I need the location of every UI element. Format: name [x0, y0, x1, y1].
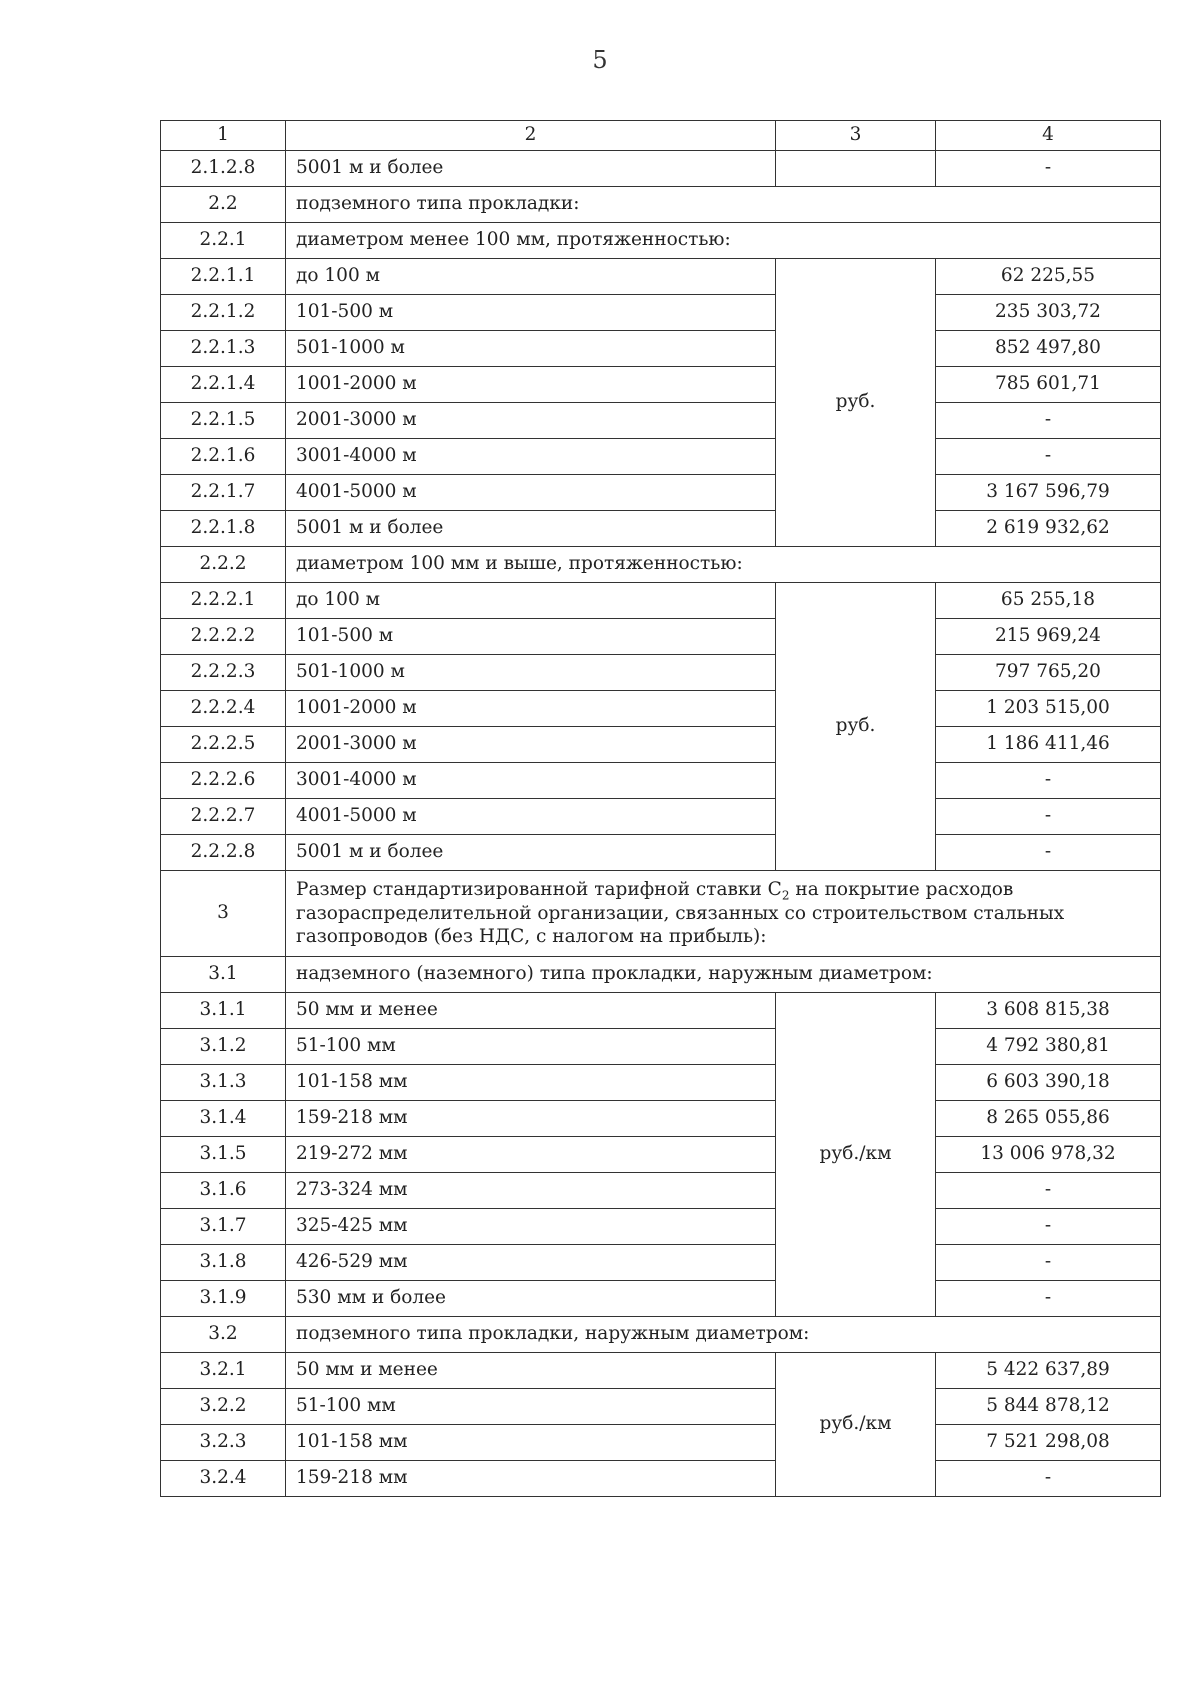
section-title: диаметром менее 100 мм, протяженностью:	[286, 223, 1161, 259]
value-cell: -	[936, 799, 1161, 835]
item-number: 2.2.2.5	[161, 727, 286, 763]
item-description: 101-500 м	[286, 619, 776, 655]
item-number: 2.2.1.2	[161, 295, 286, 331]
item-description: 273-324 мм	[286, 1173, 776, 1209]
table-row	[161, 583, 1161, 619]
table-row	[161, 295, 1161, 331]
table-row	[161, 619, 1161, 655]
value-cell: 1 186 411,46	[936, 727, 1161, 763]
table-row	[161, 1353, 1161, 1389]
value-cell: 3 608 815,38	[936, 993, 1161, 1029]
table-row	[161, 259, 1161, 295]
value-cell: 7 521 298,08	[936, 1425, 1161, 1461]
item-number: 2.2.1.3	[161, 331, 286, 367]
item-number: 2.2.2.2	[161, 619, 286, 655]
section-text: на покрытие расходов газораспределительной организации, связанных со строительством стальных газопроводов (без НДС, с налогом на прибыль):	[296, 879, 1065, 947]
value-cell: 235 303,72	[936, 295, 1161, 331]
table-row	[161, 1209, 1161, 1245]
item-description: 1001-2000 м	[286, 691, 776, 727]
table-row	[161, 1029, 1161, 1065]
section-title: подземного типа прокладки:	[286, 187, 1161, 223]
value-cell: 3 167 596,79	[936, 475, 1161, 511]
page-number: 5	[592, 46, 608, 74]
item-description: 101-158 мм	[286, 1065, 776, 1101]
table-row	[161, 1137, 1161, 1173]
item-description: 5001 м и более	[286, 835, 776, 871]
item-description: 5001 м и более	[286, 511, 776, 547]
item-description: 501-1000 м	[286, 331, 776, 367]
table-row	[161, 835, 1161, 871]
section-title: диаметром 100 мм и выше, протяженностью:	[286, 547, 1161, 583]
value-cell: -	[936, 835, 1161, 871]
table-row	[161, 691, 1161, 727]
item-description: 50 мм и менее	[286, 1353, 776, 1389]
table-row	[161, 151, 1161, 187]
item-number: 3.1.2	[161, 1029, 286, 1065]
value-cell: -	[936, 439, 1161, 475]
item-description: 325-425 мм	[286, 1209, 776, 1245]
table-row	[161, 475, 1161, 511]
item-number: 3.2.1	[161, 1353, 286, 1389]
section-row	[161, 957, 1161, 993]
item-description: 4001-5000 м	[286, 475, 776, 511]
item-number: 2.2.1.8	[161, 511, 286, 547]
item-description: 101-500 м	[286, 295, 776, 331]
item-description: 159-218 мм	[286, 1461, 776, 1497]
value-cell: -	[936, 1461, 1161, 1497]
value-cell: 13 006 978,32	[936, 1137, 1161, 1173]
value-cell: 4 792 380,81	[936, 1029, 1161, 1065]
value-cell: -	[936, 151, 1161, 187]
unit-cell: руб./км	[776, 993, 936, 1317]
item-number: 3.1	[161, 957, 286, 993]
value-cell: -	[936, 763, 1161, 799]
item-number: 3.1.8	[161, 1245, 286, 1281]
item-number: 2.2.2.3	[161, 655, 286, 691]
item-description: 159-218 мм	[286, 1101, 776, 1137]
table-row	[161, 1065, 1161, 1101]
section-row	[161, 547, 1161, 583]
item-description: 501-1000 м	[286, 655, 776, 691]
item-number: 2.2.2.4	[161, 691, 286, 727]
item-description: 1001-2000 м	[286, 367, 776, 403]
header-cell: 3	[776, 121, 936, 151]
item-number: 2.2.1.7	[161, 475, 286, 511]
header-row	[161, 121, 1161, 151]
value-cell: -	[936, 1281, 1161, 1317]
item-number: 2.2.2	[161, 547, 286, 583]
section-title: надземного (наземного) типа прокладки, наружным диаметром:	[286, 957, 1161, 993]
item-description: 3001-4000 м	[286, 439, 776, 475]
section-row	[161, 871, 1161, 957]
unit-cell	[776, 151, 936, 187]
item-number: 3.1.9	[161, 1281, 286, 1317]
value-cell: 797 765,20	[936, 655, 1161, 691]
item-number: 3.1.7	[161, 1209, 286, 1245]
item-description: до 100 м	[286, 259, 776, 295]
item-number: 2.2.1.5	[161, 403, 286, 439]
item-number: 3.2.2	[161, 1389, 286, 1425]
tariff-table	[160, 120, 1161, 1497]
section-row	[161, 1317, 1161, 1353]
table-row	[161, 439, 1161, 475]
value-cell: 215 969,24	[936, 619, 1161, 655]
value-cell: -	[936, 1173, 1161, 1209]
table-row	[161, 799, 1161, 835]
item-description: 426-529 мм	[286, 1245, 776, 1281]
item-description: 530 мм и более	[286, 1281, 776, 1317]
item-number: 2.2	[161, 187, 286, 223]
item-number: 2.2.1.1	[161, 259, 286, 295]
value-cell: 5 422 637,89	[936, 1353, 1161, 1389]
item-number: 2.2.2.8	[161, 835, 286, 871]
value-cell: 65 255,18	[936, 583, 1161, 619]
table-row	[161, 993, 1161, 1029]
item-number: 3.1.6	[161, 1173, 286, 1209]
item-number: 3.1.5	[161, 1137, 286, 1173]
unit-cell: руб./км	[776, 1353, 936, 1497]
table-row	[161, 655, 1161, 691]
value-cell: -	[936, 1209, 1161, 1245]
table-row	[161, 1389, 1161, 1425]
item-description: 50 мм и менее	[286, 993, 776, 1029]
item-number: 3.1.3	[161, 1065, 286, 1101]
unit-cell: руб.	[776, 259, 936, 547]
table-row	[161, 331, 1161, 367]
value-cell: 1 203 515,00	[936, 691, 1161, 727]
item-number: 2.2.1.4	[161, 367, 286, 403]
table-row	[161, 1173, 1161, 1209]
value-cell: 785 601,71	[936, 367, 1161, 403]
table-row	[161, 1281, 1161, 1317]
item-number: 2.2.2.1	[161, 583, 286, 619]
item-description: до 100 м	[286, 583, 776, 619]
item-description: 219-272 мм	[286, 1137, 776, 1173]
table-row	[161, 763, 1161, 799]
item-number: 2.1.2.8	[161, 151, 286, 187]
header-cell: 2	[286, 121, 776, 151]
table-row	[161, 511, 1161, 547]
value-cell: 8 265 055,86	[936, 1101, 1161, 1137]
item-number: 2.2.1	[161, 223, 286, 259]
item-number: 2.2.2.7	[161, 799, 286, 835]
item-number: 3.2	[161, 1317, 286, 1353]
item-number: 3.2.4	[161, 1461, 286, 1497]
item-number: 3.1.1	[161, 993, 286, 1029]
value-cell: 6 603 390,18	[936, 1065, 1161, 1101]
section-title: подземного типа прокладки, наружным диаметром:	[286, 1317, 1161, 1353]
item-description: 3001-4000 м	[286, 763, 776, 799]
item-number: 3.1.4	[161, 1101, 286, 1137]
item-description: 5001 м и более	[286, 151, 776, 187]
item-description: 51-100 мм	[286, 1389, 776, 1425]
item-number: 2.2.1.6	[161, 439, 286, 475]
table-row	[161, 1101, 1161, 1137]
value-cell: 5 844 878,12	[936, 1389, 1161, 1425]
item-description: 2001-3000 м	[286, 403, 776, 439]
value-cell: 852 497,80	[936, 331, 1161, 367]
item-description: 51-100 мм	[286, 1029, 776, 1065]
header-cell: 4	[936, 121, 1161, 151]
item-description: 101-158 мм	[286, 1425, 776, 1461]
value-cell: 62 225,55	[936, 259, 1161, 295]
item-number: 3.2.3	[161, 1425, 286, 1461]
section-row	[161, 187, 1161, 223]
table-row	[161, 1461, 1161, 1497]
table-row	[161, 1425, 1161, 1461]
value-cell: -	[936, 403, 1161, 439]
item-number: 2.2.2.6	[161, 763, 286, 799]
section-text: Размер стандартизированной тарифной ставки С	[296, 879, 782, 901]
header-cell: 1	[161, 121, 286, 151]
item-description: 2001-3000 м	[286, 727, 776, 763]
value-cell: 2 619 932,62	[936, 511, 1161, 547]
section-title	[286, 871, 1161, 957]
item-number: 3	[161, 871, 286, 957]
item-description: 4001-5000 м	[286, 799, 776, 835]
table-row	[161, 367, 1161, 403]
table-row	[161, 403, 1161, 439]
table-row	[161, 1245, 1161, 1281]
value-cell: -	[936, 1245, 1161, 1281]
section-row	[161, 223, 1161, 259]
subscript: 2	[781, 888, 790, 903]
table-row	[161, 727, 1161, 763]
unit-cell: руб.	[776, 583, 936, 871]
